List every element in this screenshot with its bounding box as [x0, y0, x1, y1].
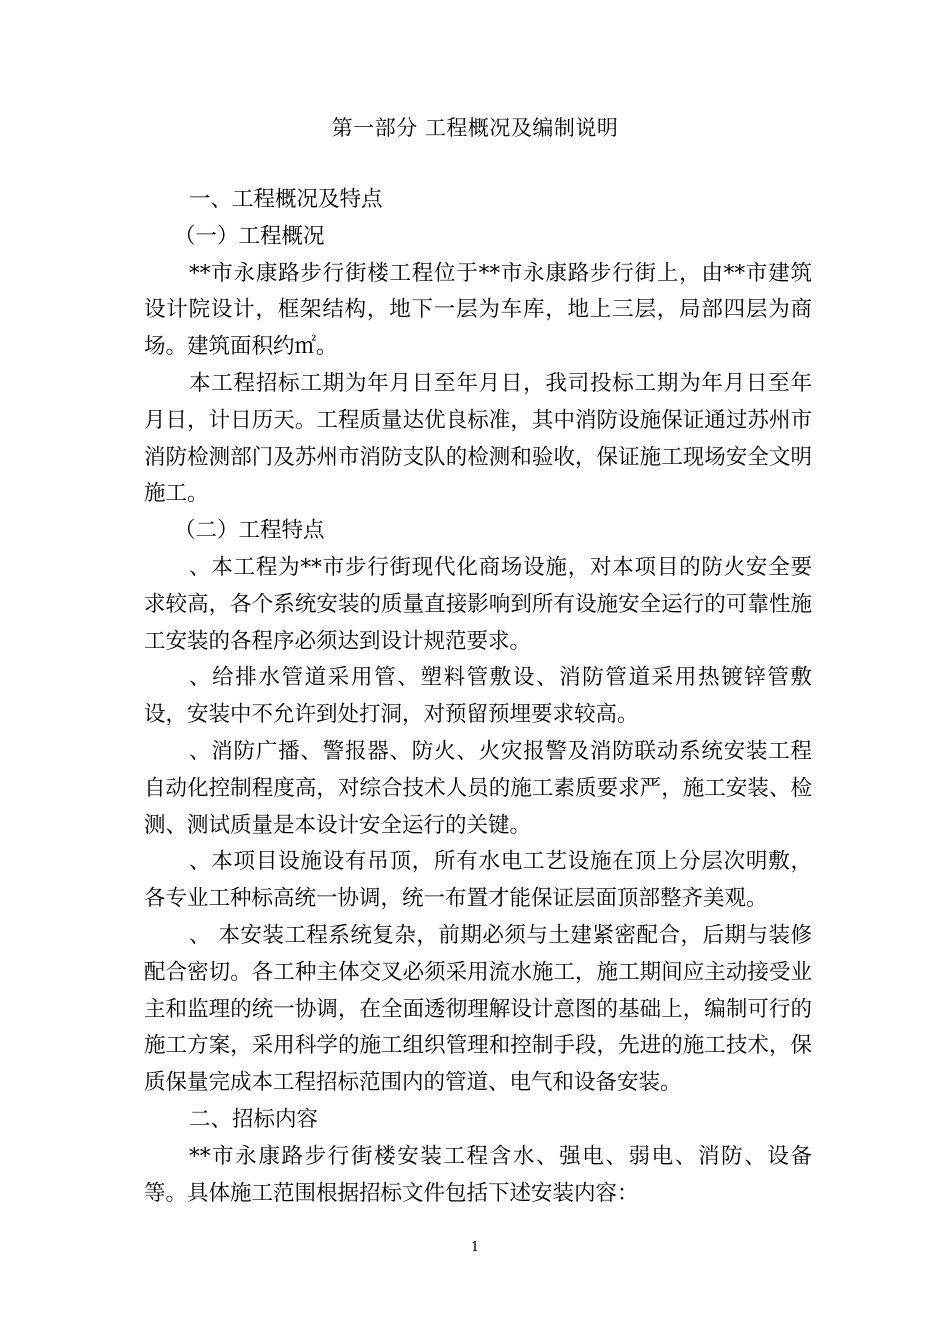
paragraph-feature-alarm-system: 、消防广播、警报器、防火、火灾报警及消防联动系统安装工程自动化控制程度高，对综合技术人员的施工素质要求严，施工安装、检测、测试质量是本设计安全运行的关键。 [144, 738, 812, 838]
page-number: 1 [470, 1240, 480, 1255]
paragraph-feature-coordination: 、 本安装工程系统复杂，前期必须与土建紧密配合，后期与装修配合密切。各工种主体交叉必须采用流水施工，施工期间应主动接受业主和监理的统一协调，在全面透彻理解设计意图的基础上，编制可行的施工方案，采用科学的施工组织管理和控制手段，先进的施工技术，保质保量完成本工程招标范围内的管道、电气和设备安装。 [144, 922, 812, 1096]
document-body [144, 182, 812, 1212]
paragraph-feature-piping: 、给排水管道采用管、塑料管敷设、消防管道采用热镀锌管敷设，安装中不允许到处打洞，对预留预埋要求较高。 [144, 665, 812, 728]
paragraph-feature-ceiling: 、本项目设施设有吊顶，所有水电工艺设施在顶上分层次明敷，各专业工种标高统一协调，统一布置才能保证层面顶部整齐美观。 [144, 849, 812, 912]
section-heading-overview: 一、工程概况及特点 [189, 187, 383, 212]
paragraph-project-location: **市永康路步行街楼工程位于**市永康路步行街上，由**市建筑设计院设计，框架结构，地下一层为车库，地上三层，局部四层为商场。建筑面积约㎡。 [144, 260, 812, 360]
paragraph-schedule-quality: 本工程招标工期为年月日至年月日，我司投标工期为年月日至年月日，计日历天。工程质量达优良标准，其中消防设施保证通过苏州市消防检测部门及苏州市消防支队的检测和验收，保证施工现场安全文明施工。 [144, 370, 812, 507]
page-title: 第一部分 工程概况及编制说明 [331, 116, 619, 140]
paragraph-bid-scope: **市永康路步行街楼安装工程含水、强电、弱电、消防、设备等。具体施工范围根据招标文件包括下述安装内容： [144, 1143, 812, 1206]
section-heading-bid-content: 二、招标内容 [189, 1106, 319, 1132]
paragraph-feature-fire-safety: 、本工程为**市步行街现代化商场设施，对本项目的防火安全要求较高，各个系统安装的质量直接影响到所有设施安全运行的可靠性施工安装的各程序必须达到设计规范要求。 [144, 554, 812, 654]
subsection-heading-project-features: （二）工程特点 [174, 518, 325, 544]
subsection-heading-project-overview: （一）工程概况 [174, 223, 325, 249]
